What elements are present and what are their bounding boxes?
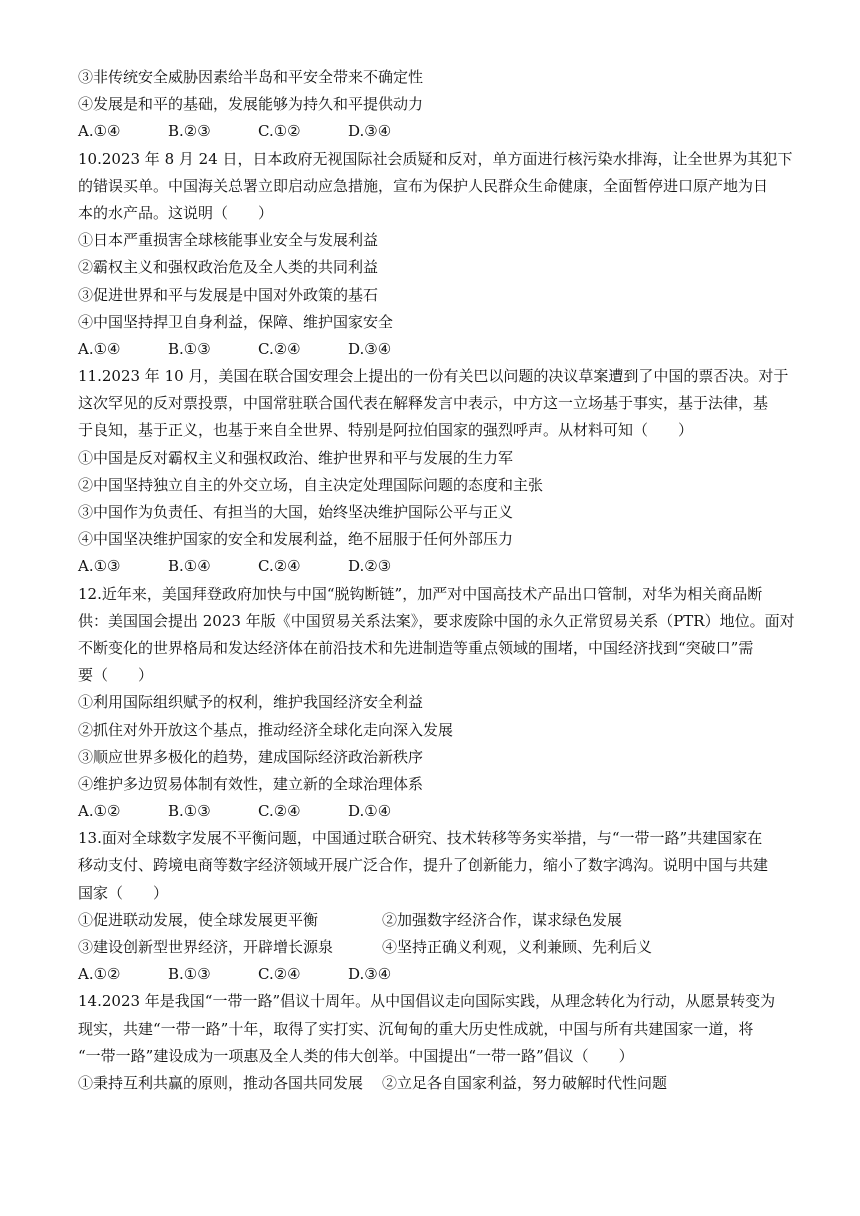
- q13-stem-line: 13.面对全球数字发展不平衡问题，中国通过联合研究、技术转移等务实举措，与“一带一路”共建国家在: [78, 829, 763, 848]
- question-12: [78, 581, 795, 826]
- q10-option-d[interactable]: D.③④: [348, 339, 392, 358]
- q12-stem-line: 要（ ）: [78, 666, 154, 685]
- q12-option-c[interactable]: C.②④: [258, 802, 301, 821]
- q9-option-b[interactable]: B.②③: [168, 122, 211, 141]
- q13-options: [78, 961, 790, 988]
- q13-option-d[interactable]: D.③④: [348, 965, 392, 984]
- q11-options: [78, 553, 790, 580]
- q10-options: [78, 336, 790, 363]
- q13-item-4: ④坚持正确义利观，义利兼顾、先利后义: [382, 938, 653, 956]
- q10-stem-line: 的错误买单。中国海关总署立即启动应急措施，宣布为保护人民群众生命健康，全面暂停进口原产地为日: [78, 176, 769, 195]
- q13-option-c[interactable]: C.②④: [258, 965, 301, 984]
- q11-item-3: ③中国作为负责任、有担当的大国，始终坚决维护国际公平与正义: [78, 503, 514, 521]
- q9-item-4: ④发展是和平的基础，发展能够为持久和平提供动力: [78, 95, 424, 114]
- q13-option-a[interactable]: A.①②: [78, 965, 121, 984]
- q14-items-row: [78, 1070, 790, 1097]
- question-13: [78, 825, 790, 988]
- q14-stem-line: 现实，共建“一带一路”十年，取得了实打实、沉甸甸的重大历史性成就，中国与所有共建国家一道，将: [78, 1019, 754, 1038]
- q12-options: [78, 798, 790, 825]
- q11-stem-line: 这次罕见的反对票投票，中国常驻联合国代表在解释发言中表示，中方这一立场基于事实，基于法律，基: [78, 394, 769, 413]
- q13-items-row: [78, 934, 790, 961]
- question-11: [78, 363, 790, 581]
- question-14: [78, 988, 790, 1097]
- question-10: [78, 146, 793, 364]
- q10-option-c[interactable]: C.②④: [258, 339, 301, 358]
- q12-item-3: ③顺应世界多极化的趋势，建成国际经济政治新秩序: [78, 747, 424, 766]
- q11-item-1: ①中国是反对霸权主义和强权政治、维护世界和平与发展的生力军: [78, 448, 514, 467]
- q14-item-1: ①秉持互利共赢的原则，推动各国共同发展: [78, 1073, 364, 1092]
- q12-stem-line: 供：美国国会提出 2023 年版《中国贸易关系法案》，要求废除中国的永久正常贸易关系（PTR）地位。面对: [78, 611, 795, 630]
- q9-option-c[interactable]: C.①②: [258, 122, 301, 141]
- q13-item-2: ②加强数字经济合作，谋求绿色发展: [382, 910, 623, 929]
- q11-option-c[interactable]: C.②④: [258, 557, 301, 576]
- q13-item-3: ③建设创新型世界经济，开辟增长源泉: [78, 938, 334, 956]
- q11-option-d[interactable]: D.②③: [348, 557, 392, 576]
- q11-option-a[interactable]: A.①③: [78, 557, 121, 576]
- q9-option-a[interactable]: A.①④: [78, 122, 121, 141]
- q10-item-3: ③促进世界和平与发展是中国对外政策的基石: [78, 285, 379, 304]
- exam-page: [78, 64, 795, 1097]
- q10-item-1: ①日本严重损害全球核能事业安全与发展利益: [78, 231, 379, 250]
- q11-stem-line: 于良知，基于正义，也基于来自全世界、特别是阿拉伯国家的强烈呼声。从材料可知（ ）: [78, 421, 694, 440]
- q12-stem-line: 12.近年来，美国拜登政府加快与中国“脱钩断链”，加严对中国高技术产品出口管制，对华为相关商品断: [78, 584, 763, 603]
- q14-stem-line: 14.2023 年是我国“一带一路”倡议十周年。从中国倡议走向国际实践，从理念转化为行动，从愿景转变为: [78, 992, 776, 1011]
- q9-option-d[interactable]: D.③④: [348, 122, 392, 141]
- q9-options: [78, 118, 790, 145]
- q12-item-1: ①利用国际组织赋予的权利，维护我国经济安全利益: [78, 693, 424, 712]
- q12-item-4: ④维护多边贸易体制有效性，建立新的全球治理体系: [78, 774, 424, 793]
- q9-item-3: ③非传统安全威胁因素给半岛和平安全带来不确定性: [78, 68, 424, 86]
- q13-items-row: [78, 907, 790, 934]
- q10-stem-line: 本的水产品。这说明（ ）: [78, 203, 274, 222]
- q11-stem-line: 11.2023 年 10 月，美国在联合国安理会上提出的一份有关巴以问题的决议草案遭到了中国的票否决。对于: [78, 367, 789, 386]
- q14-item-2: ②立足各自国家利益，努力破解时代性问题: [382, 1073, 668, 1092]
- q13-option-b[interactable]: B.①③: [168, 965, 211, 984]
- q12-option-b[interactable]: B.①③: [168, 802, 211, 821]
- q12-option-a[interactable]: A.①②: [78, 802, 121, 821]
- q12-option-d[interactable]: D.①④: [348, 802, 392, 821]
- q13-stem-line: 移动支付、跨境电商等数字经济领域开展广泛合作，提升了创新能力，缩小了数字鸿沟。说明中国与共建: [78, 856, 769, 875]
- q11-item-4: ④中国坚决维护国家的安全和发展利益，绝不屈服于任何外部压力: [78, 530, 514, 549]
- q13-stem-line: 国家（ ）: [78, 883, 169, 902]
- q10-option-a[interactable]: A.①④: [78, 339, 121, 358]
- q10-stem-line: 10.2023 年 8 月 24 日，日本政府无视国际社会质疑和反对，单方面进行核污染水排海，让全世界为其犯下: [78, 149, 793, 168]
- q10-item-4: ④中国坚持捍卫自身利益，保障、维护国家安全: [78, 312, 394, 331]
- q12-stem-line: 不断变化的世界格局和发达经济体在前沿技术和先进制造等重点领域的围堵，中国经济找到“突破口”需: [78, 638, 754, 657]
- q12-item-2: ②抓住对外开放这个基点，推动经济全球化走向深入发展: [78, 720, 454, 739]
- q10-item-2: ②霸权主义和强权政治危及全人类的共同利益: [78, 258, 379, 277]
- q11-item-2: ②中国坚持独立自主的外交立场，自主决定处理国际问题的态度和主张: [78, 475, 544, 494]
- q14-stem-line: “一带一路”建设成为一项惠及全人类的伟大创举。中国提出“一带一路”倡议（ ）: [78, 1046, 634, 1065]
- q11-option-b[interactable]: B.①④: [168, 557, 211, 576]
- q10-option-b[interactable]: B.①③: [168, 339, 211, 358]
- q13-item-1: ①促进联动发展，使全球发展更平衡: [78, 910, 319, 929]
